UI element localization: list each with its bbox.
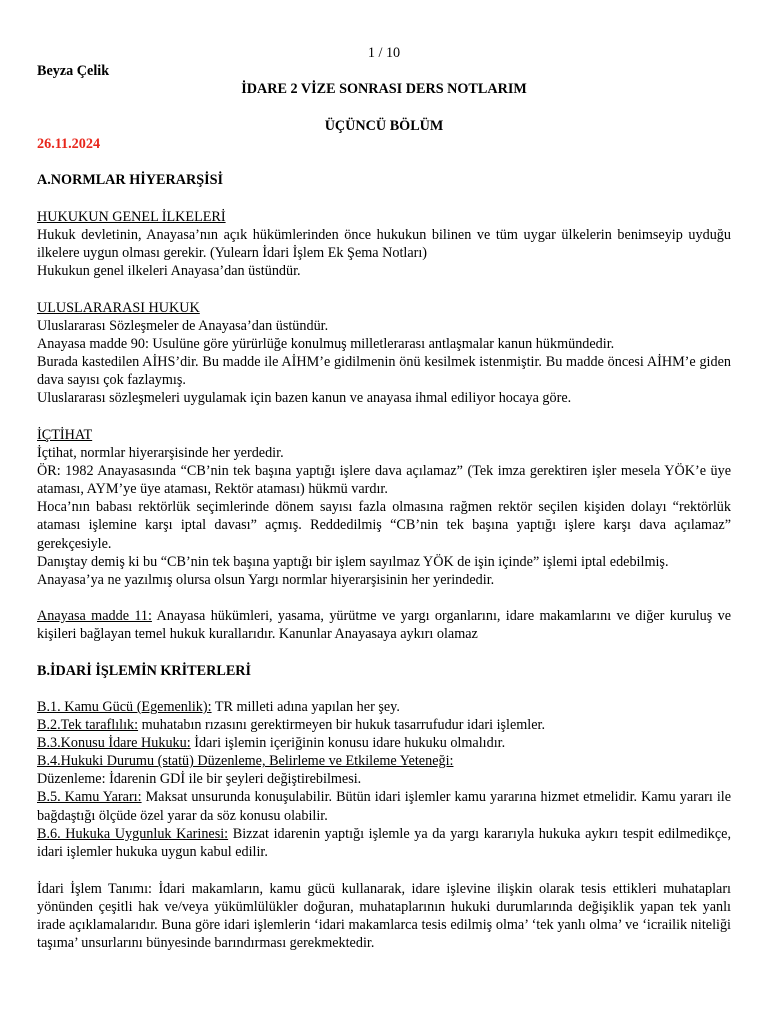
article-11-text: Anayasa hükümleri, yasama, yürütme ve yargı organlarını, idare makamlarını ve diğer kuruluş ve kişileri bağlayan temel hukuk kurallarıdır. Kanunlar Anayasaya aykırı olamaz bbox=[37, 608, 732, 643]
criterion-label: B.2.Tek taraflılık: bbox=[37, 717, 139, 734]
paragraph: Uluslararası Sözleşmeler de Anayasa’dan üstündür. bbox=[37, 318, 329, 335]
criterion-label: B.1. Kamu Gücü (Egemenlik): bbox=[37, 699, 212, 715]
paragraph: Anayasa’ya ne yazılmış olursa olsun Yargı normlar hiyerarşisinin her yerindedir. bbox=[37, 571, 495, 588]
heading-admin-act-criteria: B.İDARİ İŞLEMİN KRİTERLERİ bbox=[37, 663, 252, 679]
paragraph-article-11 bbox=[37, 607, 731, 643]
criterion-text: muhatabın rızasını gerektirmeyen bir hukuk tasarrufudur idari işlemler. bbox=[138, 717, 546, 734]
paragraph: ÖR: 1982 Anayasasında “CB’nin tek başına yaptığı işlere dava açılamaz” (Tek imza gerektiren işler mesela YÖK’e üye ataması, AYM’ye üye ataması, Rektör ataması) hükmü vardır. bbox=[37, 463, 731, 498]
paragraph-definition: İdari İşlem Tanımı: İdari makamların, kamu gücü kullanarak, idare işlevine ilişkin olarak tesis ettikleri muhatapları yönünden çeşitli hak ve/veya yükümlülükler doğuran, muhataplarının hukuki durumlarında değişiklik yapan tek yanlı irade açıklamalarıdır. Buna göre idari işlemlerin ‘idari makamlarca tesis edilmiş olma’ ‘tek yanlı olma’ ve ‘icrailik niteliği taşıma’ unsurlarını bünyesinde barındırması gerekmektedir. bbox=[37, 881, 731, 952]
criterion-label: B.6. Hukuka Uygunluk Karinesi: bbox=[37, 825, 229, 842]
list-item bbox=[37, 734, 731, 752]
list-item bbox=[37, 716, 731, 734]
criterion-text: Bizzat idarenin yaptığı işlemle ya da yargı kararıyla hukuka aykırı tespit edilmedikçe, idari işlemler hukuka uygun kabul edilir. bbox=[37, 825, 731, 860]
paragraph: Uluslararası sözleşmeleri uygulamak için bazen kanun ve anayasa ihmal ediliyor hocaya göre. bbox=[37, 390, 572, 407]
subheading-case-law: İÇTİHAT bbox=[37, 427, 93, 443]
paragraph: Hukukun genel ilkeleri Anayasa’dan üstündür. bbox=[37, 263, 301, 280]
section-general-principles bbox=[37, 208, 731, 280]
subheading-international-law: ULUSLARARASI HUKUK bbox=[37, 300, 200, 316]
list-item bbox=[37, 752, 731, 770]
section-international-law bbox=[37, 299, 731, 408]
subheading-general-principles: HUKUKUN GENEL İLKELERİ bbox=[37, 209, 226, 225]
paragraph: Danıştay demiş ki bu “CB’nin tek başına yaptığı bir işlem sayılmaz YÖK de işin içinde” işlemi iptal edebilmiş. bbox=[37, 553, 669, 570]
criterion-text: Maksat unsurunda konuşulabilir. Bütün idari işlemler kamu yararına hizmet etmelidir. Kamu yararı ile bağdaştığı ölçüde özel yarar da söz konusu olabilir. bbox=[37, 789, 732, 824]
section-definition bbox=[37, 880, 731, 952]
list-item bbox=[37, 825, 731, 861]
criterion-label: B.3.Konusu İdare Hukuku: bbox=[37, 735, 191, 752]
list-item bbox=[37, 770, 731, 788]
paragraph: Hukuk devletinin, Anayasa’nın açık hükümlerinden önce hukukun bilinen ve tüm uygar ülkelerin benimseyip uyduğu ilkelere uygun olması gerekir. (Yulearn İdari İşlem Ek Şema Notları) bbox=[37, 227, 731, 262]
paragraph: Anayasa madde 90: Usulüne göre yürürlüğe konulmuş milletlerarası antlaşmalar kanun hükmündedir. bbox=[37, 336, 615, 353]
list-item bbox=[37, 788, 731, 824]
criterion-label: B.4.Hukuki Durumu (statü) Düzenleme, Belirleme ve Etkileme Yeteneği: bbox=[37, 753, 454, 770]
list-item bbox=[37, 698, 731, 716]
criterion-text: İdari işlemin içeriğinin konusu idare hukuku olmalıdır. bbox=[190, 735, 506, 752]
paragraph: Burada kastedilen AİHS’dir. Bu madde ile AİHM’e gidilmenin önü kesilmek istenmiştir. Bu madde öncesi AİHM’e giden dava sayısı çok fazlaymış. bbox=[37, 354, 731, 389]
author-name: Beyza Çelik bbox=[37, 63, 110, 79]
heading-norms-hierarchy: A.NORMLAR HİYERARŞİSİ bbox=[37, 172, 224, 188]
article-11-label: Anayasa madde 11: bbox=[37, 608, 152, 624]
paragraph: Hoca’nın babası rektörlük seçimlerinde dönem sayısı fazla olmasına rağmen rektör seçilen kişiden dolayı “rektörlük ataması işlemine karşı iptal davası” açmış. Reddedilmiş “CB’nin tek başına yaptığı işlere karşı dava açılamaz” gerekçesiyle. bbox=[37, 499, 731, 552]
page-number: 1 / 10 bbox=[367, 45, 401, 61]
section-title: ÜÇÜNCÜ BÖLÜM bbox=[324, 118, 444, 134]
paragraph: İçtihat, normlar hiyerarşisinde her yerdedir. bbox=[37, 445, 284, 462]
criteria-list bbox=[37, 698, 731, 861]
criterion-text: TR milleti adına yapılan her şey. bbox=[211, 699, 400, 715]
document-title: İDARE 2 VİZE SONRASI DERS NOTLARIM bbox=[241, 81, 527, 97]
section-case-law bbox=[37, 426, 731, 589]
criterion-text: Düzenleme: İdarenin GDİ ile bir şeyleri değiştirebilmesi. bbox=[37, 771, 362, 788]
criterion-label: B.5. Kamu Yararı: bbox=[37, 789, 142, 806]
date: 26.11.2024 bbox=[37, 136, 101, 152]
section-article-11 bbox=[37, 607, 731, 643]
